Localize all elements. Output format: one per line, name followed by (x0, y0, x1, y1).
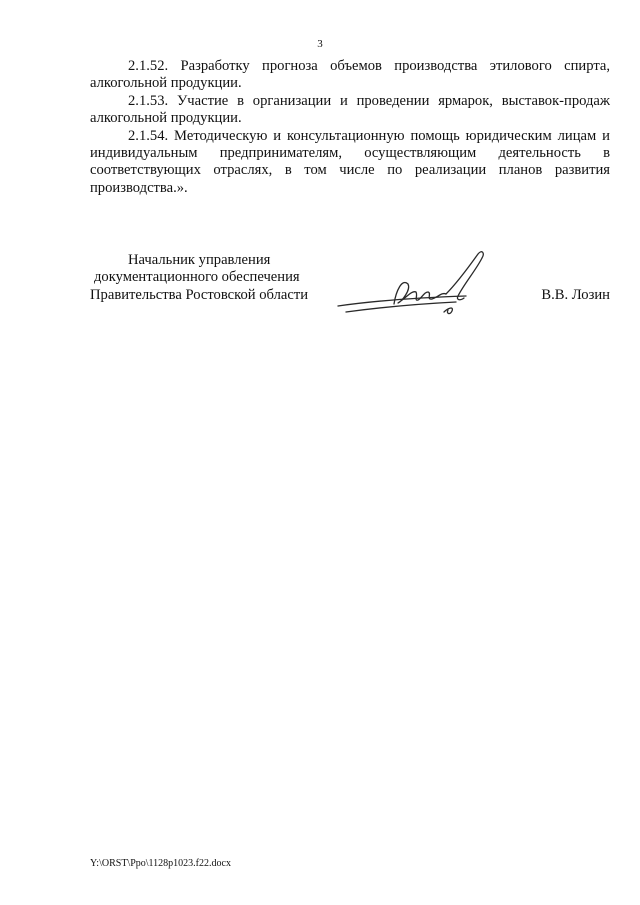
page-number: 3 (317, 38, 323, 50)
handwritten-signature (336, 246, 496, 326)
signatory-title-line: Начальник управления (128, 252, 271, 268)
file-path-footer: Y:\ORST\Ppo\1128p1023.f22.docx (90, 858, 231, 869)
signatory-title (90, 252, 308, 304)
paragraph-2-1-53: 2.1.53. Участие в организации и проведении ярмарок, выставок-продаж алкогольной продукции. (90, 92, 610, 127)
paragraph-2-1-52: 2.1.52. Разработку прогноза объемов производства этилового спирта, алкогольной продукции. (90, 58, 610, 92)
signatory-title-line: документационного обеспечения (94, 269, 300, 286)
signatory-title-line: Правительства Ростовской области (90, 286, 309, 303)
signatory-name: В.В. Лозин (541, 287, 610, 303)
document-body (90, 58, 610, 197)
paragraph-2-1-54: 2.1.54. Методическую и консультационную помощь юридическим лицам и индивидуальным предпринимателям, осуществляющим деятельность в соответствующих отраслях, в том числе по реализации планов развития производства.». (90, 127, 610, 196)
